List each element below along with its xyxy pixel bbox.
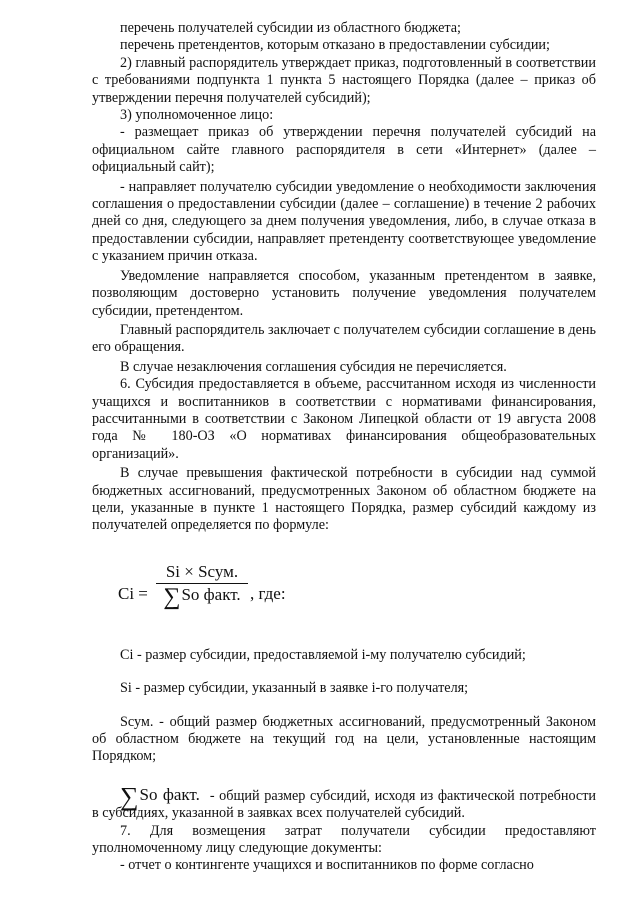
paragraph: В случае незаключения соглашения субсидия не перечисляется. [120, 358, 507, 375]
formula-lhs: Ci = [118, 583, 148, 603]
document-page [92, 20, 596, 875]
sigma-symbol: ∑ [120, 781, 139, 811]
definition-ci: Ci - размер субсидии, предоставляемой i-му получателю субсидий; [120, 646, 526, 663]
formula-denominator-text: So факт. [181, 585, 241, 605]
subsidy-formula [92, 555, 596, 639]
paragraph: Главный распорядитель заключает с получателем субсидии соглашение в день его обращения. [92, 321, 596, 356]
definition-ssum: Sсум. - общий размер бюджетных ассигнований, предусмотренный Законом об областном бюджете на текущий год на цели, установленные настоящим Порядком; [92, 713, 596, 765]
formula-numerator: Si × Sсум. [156, 563, 248, 584]
paragraph: 6. Субсидия предоставляется в объеме, рассчитанном исходя из численности учащихся и воспитанников в соответствии с нормативами финансирования, рассчитанными в соответствии с Законом Липецкой области от 19 августа 2008 года № 180-ОЗ «О нормативах финансирования общеобразовательных организаций». [92, 376, 596, 462]
sum-definition-text: - общий размер субсидий, исходя из фактической потребности в субсидиях, указанной в заявках всех получателей субсидий. [92, 787, 596, 822]
paragraph: 3) уполномоченное лицо: [120, 107, 274, 124]
formula-denominator [156, 584, 248, 611]
definition-si: Si - размер субсидии, указанный в заявке i-го получателя; [120, 680, 469, 697]
paragraph: 2) главный распорядитель утверждает приказ, подготовленный в соответствии с требованиями подпункта 1 пункта 5 настоящего Порядка (далее – приказ об утверждении перечня получателей субсидий); [92, 54, 596, 106]
paragraph: - размещает приказ об утверждении перечня получателей субсидий на официальном сайте главного распорядителя в сети «Интернет» (далее – официальный сайт); [92, 124, 596, 176]
formula-suffix: , где: [250, 583, 286, 603]
sum-symbol [120, 781, 200, 811]
paragraph: Уведомление направляется способом, указанным претендентом в заявке, позволяющим достоверно установить получение уведомления получателем субсидии, претендентом. [92, 267, 596, 319]
definitions [92, 647, 596, 823]
paragraph: перечень получателей субсидии из областного бюджета; [120, 20, 462, 36]
sum-symbol-text: So факт. [139, 784, 200, 804]
paragraph: - направляет получателю субсидии уведомление о необходимости заключения соглашения о предоставлении субсидии (далее – соглашение) в течение 2 рабочих дней со дня, следующего за днем получения уведомления, либо, в случае отказа в предоставлении субсидии, направляет претенденту соответствующее уведомление с указанием причин отказа. [92, 178, 596, 265]
paragraph: перечень претендентов, которым отказано в предоставлении субсидии; [120, 37, 550, 54]
sigma-symbol: ∑ [163, 584, 181, 611]
formula-fraction [156, 561, 248, 611]
paragraph: 7. Для возмещения затрат получатели субсидии предоставляют уполномоченному лицу следующие документы: [92, 822, 596, 857]
paragraph: В случае превышения фактической потребности в субсидии над суммой бюджетных ассигнований, предусмотренных Законом об областном бюджете на цели, указанные в пункте 1 настоящего Порядка, размер субсидий каждому из получателей определяется по формуле: [92, 465, 596, 534]
paragraph: - отчет о контингенте учащихся и воспитанников по форме согласно [120, 857, 534, 874]
definition-so-fact [92, 781, 596, 823]
